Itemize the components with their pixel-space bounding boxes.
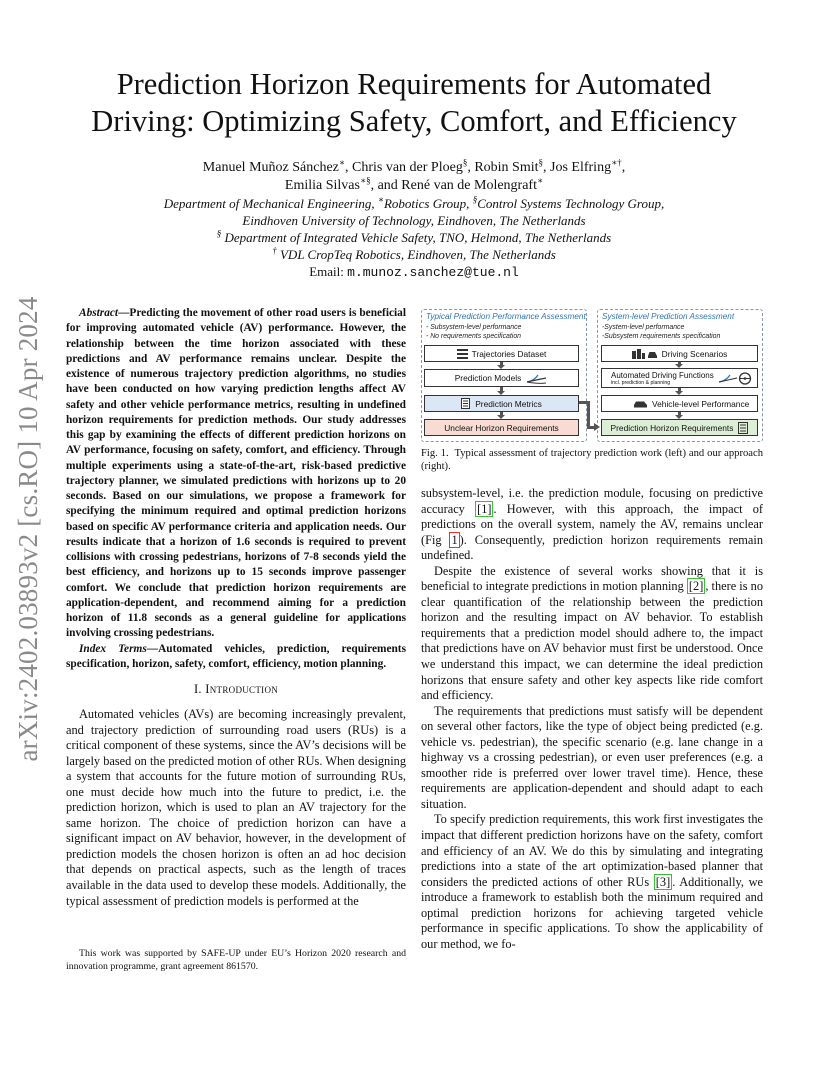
text-run: . However, with this approach, the impact of predictions on the overall system, namely the AV, remains unclear (Fig — [421, 501, 763, 547]
vehicle-level-performance-box — [601, 395, 758, 412]
author-name: Manuel Muñoz Sánchez — [202, 160, 339, 175]
affiliation-text: Control Systems Technology Group, — [477, 196, 665, 211]
paragraph — [421, 486, 763, 564]
author-mark: § — [462, 157, 468, 168]
car-icon — [634, 400, 648, 408]
introduction-text — [66, 707, 406, 909]
flow-arrow — [500, 387, 503, 392]
section-title: Introduction — [205, 682, 279, 696]
affiliation-mark: ∗ — [377, 194, 384, 205]
affiliation-3 — [60, 229, 768, 246]
planning-wheel-icon — [718, 372, 752, 385]
affiliation-text: Robotics Group, — [383, 196, 473, 211]
flow-arrow — [678, 412, 681, 416]
abstract-text: Predicting the movement of other road users is beneficial for improving automated vehicle (AV) performance. However, the relationship between the time horizon associated with these predictions and AV performance remains unclear. Despite the existence of numerous trajectory prediction algorithms, no studies have been conducted on how varying prediction lengths affect AV safety and other vehicle performance metrics, resulting in undefined horizon requirements for prediction methods. Our study addresses this gap by examining the effects of different prediction horizons on AV performance, focusing on safety, comfort, and efficiency. Through multiple experiments using a state-of-the-art, risk-based predictive trajectory planner, we simulated predictions with horizons up to 20 seconds. Based on our simulations, we propose a framework for specifying the minimum required and optimal prediction horizons based on specific AV performance criteria and application needs. Our results indicate that a horizon of 1.6 seconds is required to prevent collisions with crossing pedestrians, horizons of 7-8 seconds yield the best efficiency, and horizons up to 15 seconds improve passenger comfort. We conclude that prediction horizon requirements are application-dependent, and recommend aiming for a prediction horizon of 11.8 seconds as a general guideline for applications involving crossing pedestrians. — [66, 307, 406, 640]
connector — [587, 401, 590, 429]
figure-reference-link[interactable]: 1 — [451, 532, 458, 547]
affiliation-mark: † — [272, 245, 277, 256]
affiliation-2: Eindhoven University of Technology, Eindhoven, The Netherlands — [242, 213, 586, 228]
flow-arrow — [500, 412, 503, 416]
citation-link[interactable]: [2] — [688, 579, 704, 594]
unclear-horizon-requirements-box — [424, 419, 579, 436]
title-line-1: Prediction Horizon Requirements for Automated — [116, 67, 712, 101]
affiliation-4 — [60, 246, 768, 263]
text-run: Despite the existence of several works showing that it is beneficial to integrate predictions in motion planning — [421, 563, 763, 594]
trajectories-dataset-box — [424, 345, 579, 362]
text-run: To specify prediction requirements, this work first investigates the impact that different prediction horizons have on the safety, comfort and efficiency of an AV. We do this by simulating and integrating predictions into a state of the art optimization-based planner that considers the predicted actions of other RUs — [421, 812, 763, 889]
affiliation-mark: § — [216, 228, 222, 239]
paragraph: Automated vehicles (AVs) are becoming increasingly prevalent, and trajectory prediction of surrounding road users (RUs) is a critical component of these systems, since the AV’s decisions will be largely based on the predicted motion of other RUs. When designing a system that accounts for the future motion of surrounding RUs, one must decide how much into the future to predict, i.e. the prediction horizon, which is used to plan an AV trajectory for the same horizon. The choice of prediction horizon can have a significant impact on AV behavior, however, in the development of prediction models the chosen horizon is often an ad hoc decision that depends on practical aspects, such as the length of traces available in the data used to develop these models. Additionally, the typical assessment of prediction models is performed at the — [66, 707, 406, 908]
abstract-dash: — — [118, 307, 130, 319]
arxiv-watermark: arXiv:2402.03893v2 [cs.RO] 10 Apr 2024 — [13, 296, 43, 762]
title-line-2: Driving: Optimizing Safety, Comfort, and Efficiency — [91, 104, 737, 138]
author-name: Robin Smit — [474, 160, 539, 175]
flow-arrow — [678, 388, 681, 392]
box-label: Driving Scenarios — [661, 348, 728, 359]
index-terms-label: Index Terms — [79, 642, 147, 655]
driving-scenarios-box — [601, 345, 758, 362]
left-bullet-2: - No requirements specification — [426, 333, 521, 340]
author-name: Chris van der Ploeg — [352, 160, 463, 175]
author-mark: ∗ — [338, 157, 345, 168]
email-link[interactable]: m.munoz.sanchez@tue.nl — [347, 265, 519, 280]
affiliation-text: VDL CropTeq Robotics, Eindhoven, The Netherlands — [276, 247, 556, 262]
paragraph — [421, 812, 763, 952]
document-icon — [461, 398, 470, 409]
caption-label: Fig. 1. — [421, 448, 449, 459]
box-sublabel: incl. prediction & planning — [611, 379, 671, 386]
box-label: Automated Driving Functions — [611, 370, 714, 380]
right-bullet-1: -System-level performance — [602, 324, 685, 331]
author-name: René van de Molengraft — [401, 178, 537, 193]
right-panel-title: System-level Prediction Assessment — [602, 312, 735, 321]
funding-footnote: This work was supported by SAFE-UP under EU’s Horizon 2020 research and innovation programme, grant agreement 861570. — [66, 948, 406, 972]
author-mark: ∗ — [536, 175, 544, 186]
connector-arrowhead — [594, 423, 600, 431]
author-line-2: Emilia Silvas∗§, and René van de Molengraft∗ — [284, 175, 544, 193]
affiliation-1 — [60, 195, 768, 212]
automated-driving-functions-box — [601, 368, 758, 388]
paragraph — [421, 564, 763, 704]
box-label: Prediction Horizon Requirements — [610, 422, 734, 433]
city-car-icon — [632, 349, 658, 359]
box-label: Prediction Models — [454, 373, 522, 383]
text-run: ). Consequently, prediction horizon requirements remain undefined. — [421, 532, 763, 563]
section-numeral: I. — [193, 682, 206, 696]
box-label: Trajectories Dataset — [471, 348, 547, 359]
database-icon — [457, 349, 468, 359]
section-heading-introduction — [66, 682, 406, 697]
right-bullet-2: -Subsystem requirements specification — [602, 333, 721, 340]
flow-arrow — [500, 362, 503, 366]
flow-arrow — [678, 362, 681, 365]
box-label: Vehicle-level Performance — [652, 398, 750, 409]
left-panel-title: Typical Prediction Performance Assessment — [426, 312, 586, 321]
author-name: Emilia Silvas — [284, 178, 360, 193]
author-mark: ∗† — [611, 157, 622, 168]
index-terms-text: Automated vehicles, prediction, requirements specification, horizon, safety, comfort, efficiency, motion planning. — [66, 642, 407, 670]
prediction-models-box — [424, 369, 579, 387]
abstract-label: Abstract — [79, 307, 119, 319]
right-column-text — [421, 486, 763, 952]
caption-text: Typical assessment of trajectory prediction work (left) and our approach (right). — [421, 448, 764, 472]
paper-title — [60, 66, 768, 140]
text-run: . Additionally, we introduce a framework to establish both the minimum required and optimal prediction horizons for achieving targeted vehicle performance in specific applications. To show the applicability of our method, we fo- — [421, 874, 763, 951]
left-bullet-1: - Subsystem-level performance — [426, 324, 522, 331]
prediction-horizon-requirements-box — [601, 419, 758, 436]
prediction-paths-icon — [526, 372, 548, 384]
paragraph: The requirements that predictions must satisfy will be dependent on several other factors, like the type of object being predicted (e.g. vehicle vs. pedestrian), the specific scenario (e.g. lane change in a highway vs a crossing pedestrian), or even user preferences (e.g. a smoother ride is preferred over lower travel time). Hence, these requirements are application-dependent and should adapt to each situation. — [421, 703, 763, 811]
affiliation-text: Department of Integrated Vehicle Safety, TNO, Helmond, The Netherlands — [221, 230, 612, 245]
affiliation-text: Department of Mechanical Engineering, — [163, 196, 378, 211]
figure-1 — [421, 309, 763, 442]
prediction-metrics-box — [424, 395, 579, 412]
author-mark: § — [538, 157, 544, 168]
affiliation-mark: § — [472, 194, 478, 205]
citation-link[interactable]: [1] — [477, 501, 492, 516]
abstract — [66, 306, 406, 672]
text-run: , there is no clear quantification of the relationship between the prediction horizon and the resulting impact on AV behavior. To establish requirements that a prediction model should adhere to, the impact that predictions have on AV behavior must first be understood. Once we understand this impact, we can determine the ideal prediction horizons that ensure safety and other key aspects like ride comfort and efficiency. — [421, 579, 764, 703]
email-label: Email: — [309, 264, 348, 279]
author-mark: ∗§ — [359, 175, 371, 186]
checklist-icon — [738, 422, 748, 434]
author-line-1: Manuel Muñoz Sánchez∗, Chris van der Ploeg§, Robin Smit§, Jos Elfring∗†, — [202, 157, 626, 175]
box-label: Prediction Metrics — [475, 398, 542, 409]
text-run: subsystem-level, i.e. the prediction module, focusing on predictive accuracy — [421, 486, 763, 516]
figure-caption — [421, 447, 763, 473]
box-label: Unclear Horizon Requirements — [444, 422, 559, 433]
index-dash: — — [146, 642, 159, 655]
author-name: Jos Elfring — [550, 160, 612, 175]
citation-link[interactable]: [3] — [655, 874, 671, 889]
email-line — [60, 263, 768, 281]
